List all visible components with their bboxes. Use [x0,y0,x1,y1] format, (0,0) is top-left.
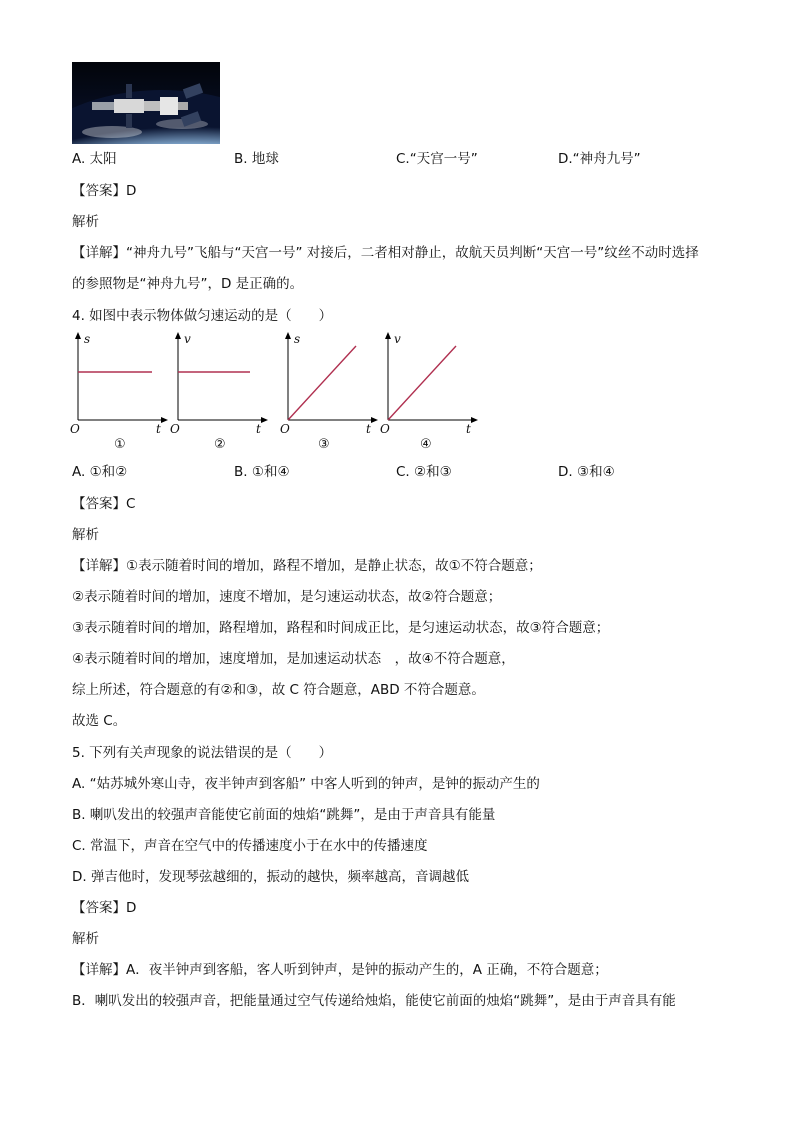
q4-option-d: D. ③和④ [558,464,615,480]
q5-option-d: D. 弹吉他时，发现琴弦越细的，振动的越快，频率越高，音调越低 [72,869,469,885]
q4-detail-line-4: ④表示随着时间的增加，速度增加，是加速运动状态 ，故④不符合题意， [72,651,515,667]
q3-analysis-heading: 解析 [72,214,99,230]
graph-1-ylabel: s [84,332,91,346]
graph-4 [376,330,480,438]
q5-detail-line-2: B．喇叭发出的较强声音，把能量通过空气传递给烛焰，能使它前面的烛焰“跳舞”，是由于声音具有能 [72,993,676,1009]
graph-4-number: ④ [420,437,432,452]
q4-option-c: C. ②和③ [396,464,452,480]
q5-stem: 5. 下列有关声现象的说法错误的是（ ） [72,745,333,761]
q3-answer: 【答案】D [72,183,137,199]
graph-3-line [288,346,356,420]
graph-1-origin: O [70,422,80,436]
q3-detail-line-2: 的参照物是“神舟九号”，D 是正确的。 [72,276,304,292]
graph-3-number: ③ [318,437,330,452]
q5-detail-line-1: 【详解】A．夜半钟声到客船，客人听到钟声，是钟的振动产生的，A 正确，不符合题意； [72,962,608,978]
q5-analysis-heading: 解析 [72,931,99,947]
graph-1-xlabel: t [156,422,161,436]
q3-option-d: D.“神舟九号” [558,151,641,167]
graph-4-origin: O [380,422,390,436]
graph-4-line [388,346,456,420]
graph-3-xlabel: t [366,422,371,436]
q5-option-a: A. “姑苏城外寒山寺，夜半钟声到客船” 中客人听到的钟声，是钟的振动产生的 [72,776,540,792]
q5-option-c: C. 常温下，声音在空气中的传播速度小于在水中的传播速度 [72,838,428,854]
q4-detail-line-5: 综上所述，符合题意的有②和③，故 C 符合题意，ABD 不符合题意。 [72,682,485,698]
q4-stem: 4. 如图中表示物体做匀速运动的是（ ） [72,308,333,324]
graph-2-origin: O [170,422,180,436]
graph-1 [66,330,170,438]
graph-2-ylabel: v [184,332,191,346]
q5-option-b: B. 喇叭发出的较强声音能使它前面的烛焰“跳舞”，是由于声音具有能量 [72,807,496,823]
q4-detail-line-3: ③表示随着时间的增加，路程增加，路程和时间成正比，是匀速运动状态，故③符合题意； [72,620,610,636]
q5-answer: 【答案】D [72,900,137,916]
q4-detail-line-6: 故选 C。 [72,713,127,729]
q4-detail-line-1: 【详解】①表示随着时间的增加，路程不增加，是静止状态，故①不符合题意； [72,558,542,574]
q4-option-b: B. ①和④ [234,464,290,480]
graph-3-origin: O [280,422,290,436]
graph-3-ylabel: s [294,332,301,346]
q3-detail-line-1: 【详解】“神舟九号”飞船与“天宫一号” 对接后，二者相对静止，故航天员判断“天宫一号”纹丝不动时选择 [72,245,699,261]
graph-1-number: ① [114,437,126,452]
graph-2-number: ② [214,437,226,452]
graph-2-xlabel: t [256,422,261,436]
q4-analysis-heading: 解析 [72,527,99,543]
space-station-photo [72,62,220,144]
q4-detail-line-2: ②表示随着时间的增加，速度不增加，是匀速运动状态，故②符合题意； [72,589,502,605]
graph-4-xlabel: t [466,422,471,436]
q3-option-b: B. 地球 [234,151,279,167]
q3-option-a: A. 太阳 [72,151,117,167]
q4-option-a: A. ①和② [72,464,128,480]
graph-2 [166,330,270,438]
graph-3 [276,330,380,438]
graph-4-ylabel: v [394,332,401,346]
q4-answer: 【答案】C [72,496,136,512]
q3-option-c: C.“天宫一号” [396,151,478,167]
